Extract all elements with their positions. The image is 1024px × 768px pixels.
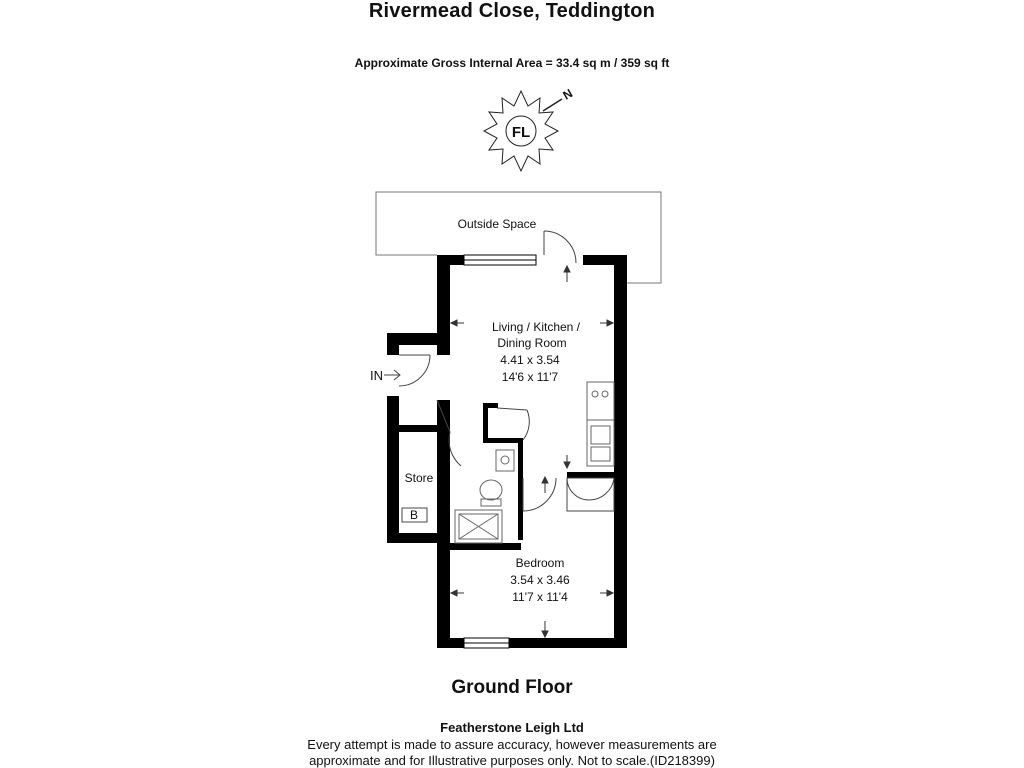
entrance-label: IN xyxy=(370,368,383,383)
company-name: Featherstone Leigh Ltd xyxy=(440,720,584,735)
entrance-arrow-icon xyxy=(384,370,400,380)
compass-label: FL xyxy=(511,124,531,141)
window-living xyxy=(464,255,536,265)
disclaimer xyxy=(0,737,1024,768)
door-cupboard xyxy=(567,478,614,511)
door-shower-room xyxy=(497,408,529,440)
floor-title: Ground Floor xyxy=(451,677,573,698)
door-bedroom xyxy=(523,478,556,511)
kitchen-sink-icon xyxy=(587,420,614,466)
gross-internal-area: Approximate Gross Internal Area = 33.4 sq m / 359 sq ft xyxy=(354,56,670,70)
disclaimer-line-1: Every attempt is made to assure accuracy, however measurements are xyxy=(307,737,717,752)
store-label: Store xyxy=(404,471,434,485)
living-room-name-line2: Dining Room xyxy=(497,336,567,350)
compass-icon xyxy=(484,86,575,171)
kitchen-hob-icon xyxy=(587,382,614,420)
compass-north-letter: N xyxy=(560,86,576,103)
boiler-icon xyxy=(402,508,427,522)
outside-space-label: Outside Space xyxy=(457,217,537,231)
living-room-metric: 4.41 x 3.54 xyxy=(500,353,560,367)
living-room-name-line1: Living / Kitchen / xyxy=(491,320,581,334)
shower-icon xyxy=(455,510,502,543)
basin-icon xyxy=(496,450,514,471)
bedroom-imperial: 11'7 x 11'4 xyxy=(512,590,568,604)
boiler-label: B xyxy=(409,508,419,522)
window-bedroom xyxy=(464,638,509,648)
bedroom-name: Bedroom xyxy=(515,556,565,570)
bedroom-metric: 3.54 x 3.46 xyxy=(510,573,570,587)
disclaimer-line-2: approximate and for Illustrative purposes only. Not to scale.(ID218399) xyxy=(309,753,715,768)
door-outside xyxy=(544,231,576,263)
property-title: Rivermead Close, Teddington xyxy=(368,0,656,22)
living-room-imperial: 14'6 x 11'7 xyxy=(501,370,559,384)
door-entrance xyxy=(399,355,430,386)
toilet-icon xyxy=(480,480,502,506)
